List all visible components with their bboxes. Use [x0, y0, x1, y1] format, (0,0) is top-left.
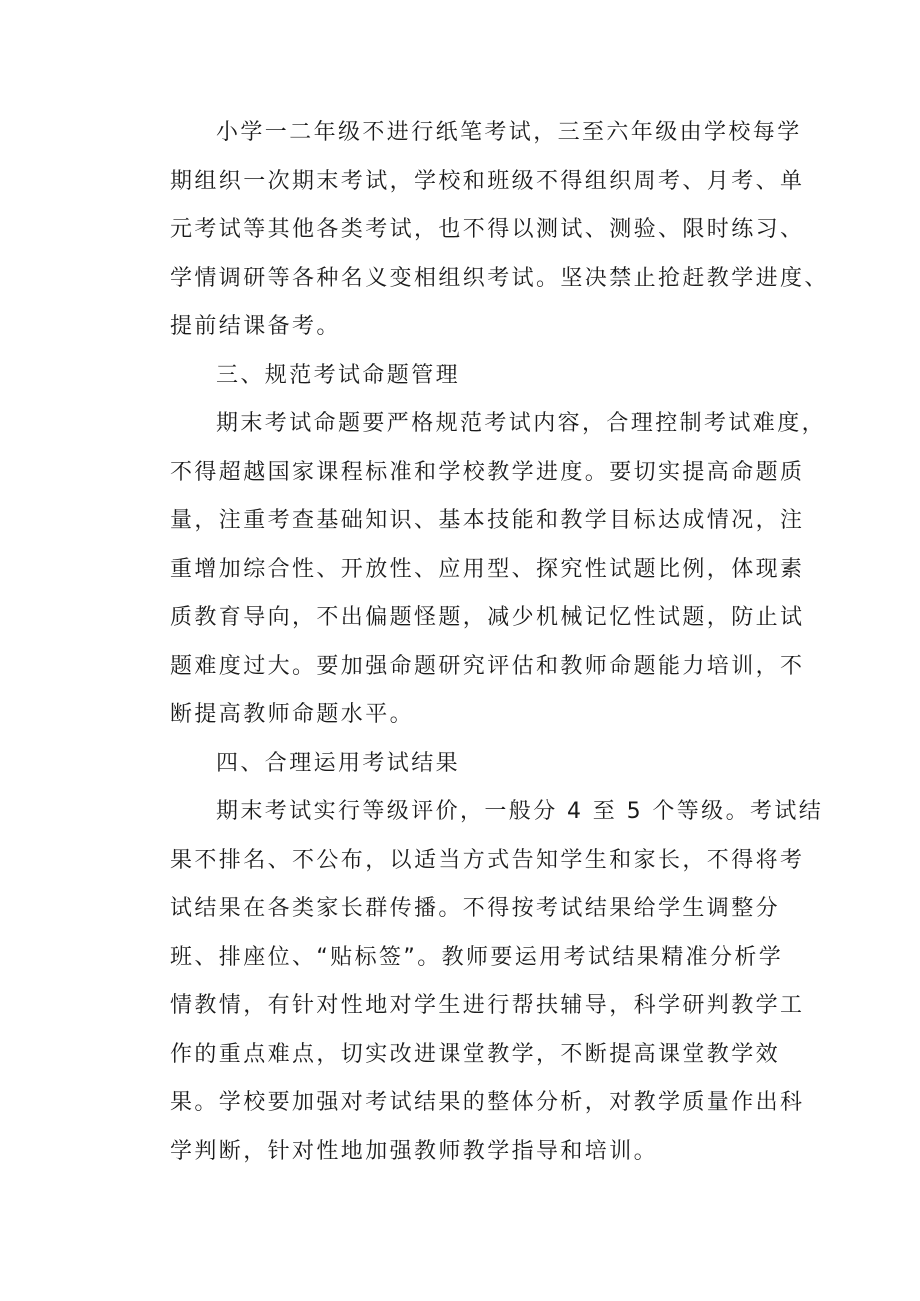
paragraph-2-line-7: 断提高教师命题水平。	[170, 702, 415, 727]
paragraph-1-line-3: 元考试等其他各类考试，也不得以测试、测验、限时练习、	[170, 217, 805, 242]
paragraph-3-line-4: 班、排座位、“贴标签”。教师要运用考试结果精准分析学	[170, 945, 784, 970]
paragraph-2-line-5: 质教育导向，不出偏题怪题，减少机械记忆性试题，防止试	[170, 605, 805, 630]
paragraph-1-line-2: 期组织一次期末考试，学校和班级不得组织周考、月考、单	[170, 169, 805, 194]
paragraph-3-line-1: 期末考试实行等级评价，一般分 4 至 5 个等级。考试结	[216, 799, 824, 824]
paragraph-1-line-5: 提前结课备考。	[170, 314, 341, 339]
paragraph-3-line-8: 学判断，针对性地加强教师教学指导和培训。	[170, 1139, 659, 1164]
paragraph-1-line-1: 小学一二年级不进行纸笔考试，三至六年级由学校每学	[216, 120, 802, 145]
paragraph-3-line-5: 情教情，有针对性地对学生进行帮扶辅导，科学研判教学工	[170, 993, 805, 1018]
paragraph-2-line-1: 期末考试命题要严格规范考试内容，合理控制考试难度，	[216, 411, 827, 436]
paragraph-3-line-2: 果不排名、不公布，以适当方式告知学生和家长，不得将考	[170, 848, 805, 873]
paragraph-2-line-3: 量，注重考查基础知识、基本技能和教学目标达成情况，注	[170, 508, 805, 533]
paragraph-2-line-2: 不得超越国家课程标准和学校教学进度。要切实提高命题质	[170, 460, 805, 485]
paragraph-3-line-7: 果。学校要加强对考试结果的整体分析，对教学质量作出科	[170, 1090, 805, 1115]
paragraph-1-line-4: 学情调研等各种名义变相组织考试。坚决禁止抢赶教学进度、	[170, 266, 829, 291]
section-heading-4: 四、合理运用考试结果	[216, 751, 461, 776]
paragraph-3-line-6: 作的重点难点，切实改进课堂教学，不断提高课堂教学效	[170, 1042, 781, 1067]
paragraph-3-line-3: 试结果在各类家长群传播。不得按考试结果给学生调整分	[170, 896, 781, 921]
paragraph-2-line-6: 题难度过大。要加强命题研究评估和教师命题能力培训，不	[170, 654, 805, 679]
section-heading-3: 三、规范考试命题管理	[216, 363, 461, 388]
paragraph-2-line-4: 重增加综合性、开放性、应用型、探究性试题比例，体现素	[170, 557, 805, 582]
